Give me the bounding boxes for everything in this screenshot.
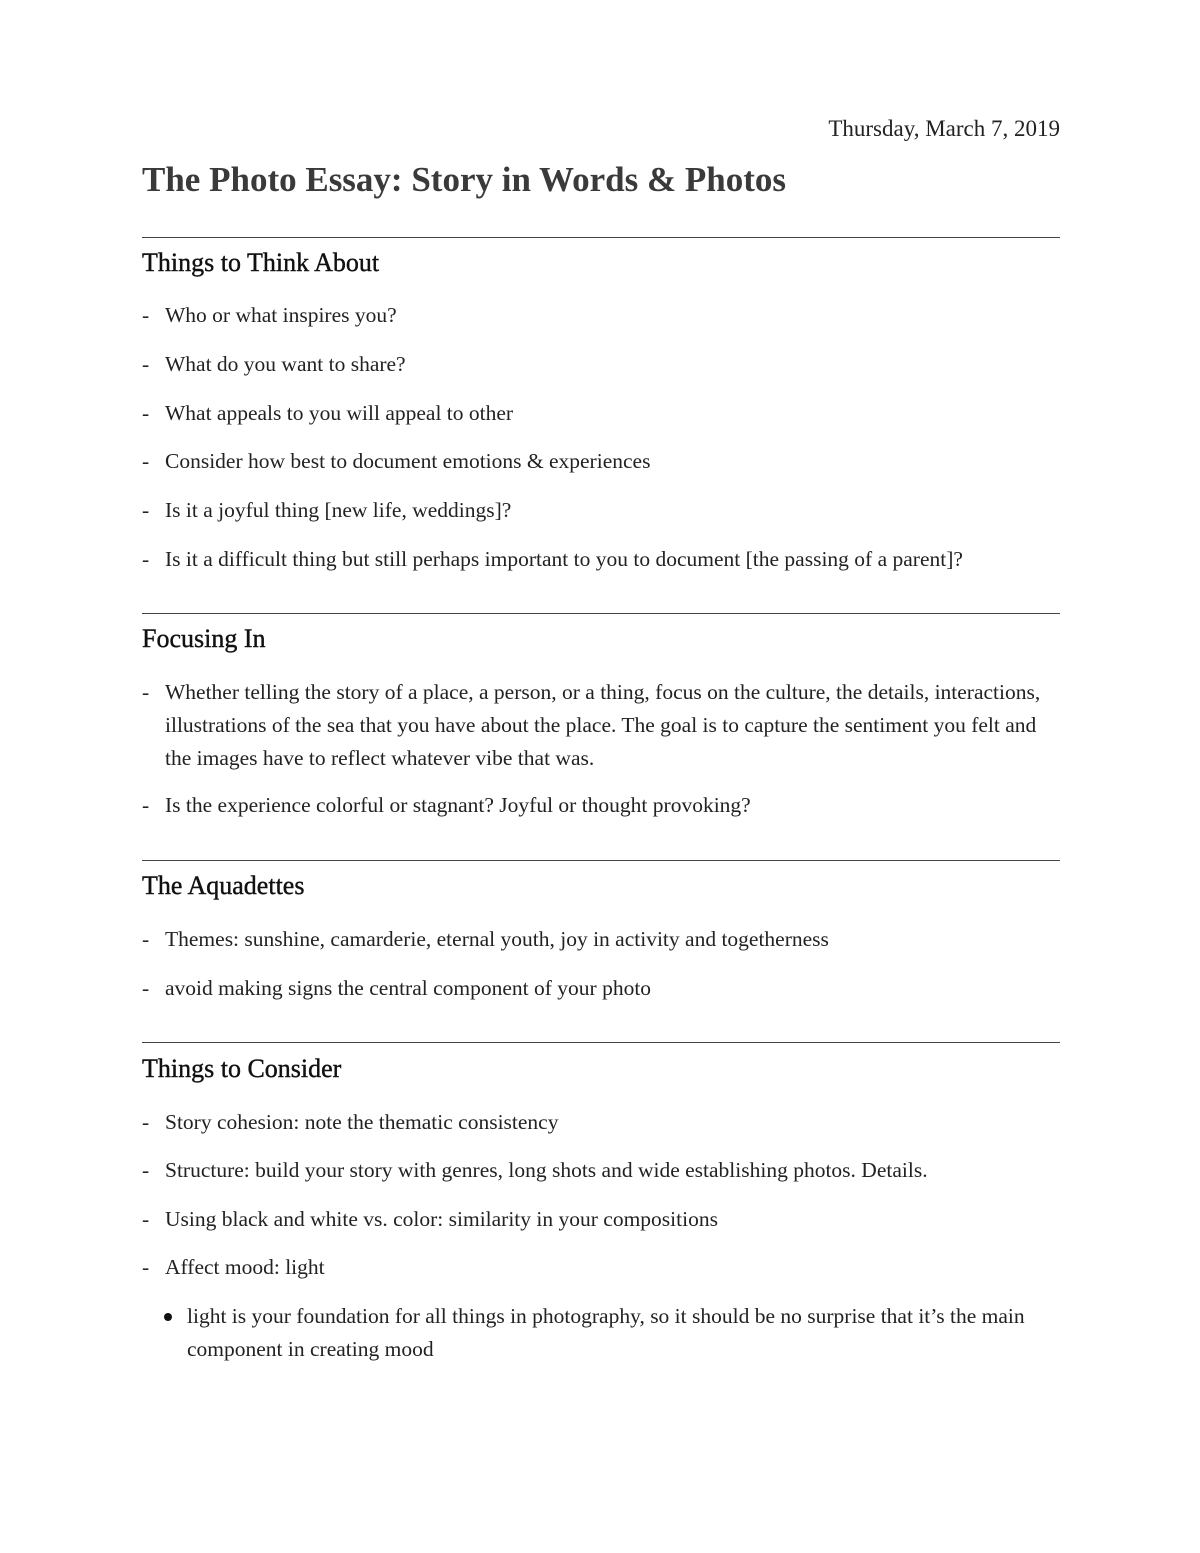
section-heading: Things to Consider [142,1054,342,1083]
dash-bullet: - [142,449,150,473]
list-item-text: What do you want to share? [165,352,406,376]
dash-bullet: - [142,1110,150,1134]
list-item-text: What appeals to you will appeal to other [165,401,514,425]
dash-bullet: - [142,547,150,571]
dash-bullet: - [142,1158,150,1182]
list-item [142,1251,1060,1284]
bullet-dot-icon [164,1313,172,1321]
dash-bullet: - [142,352,150,376]
dash-bullet: - [142,793,150,817]
list-item-text: Is the experience colorful or stagnant? Joyful or thought provoking? [165,793,751,817]
section-heading: Focusing In [142,624,266,653]
list-item [142,1203,1060,1236]
list-item [142,543,1060,576]
list-item-text: Themes: sunshine, camarderie, eternal youth, joy in activity and togetherness [165,927,829,951]
list-item [142,1154,1060,1187]
dash-bullet: - [142,1255,150,1279]
list-item-text: Using black and white vs. color: similarity in your compositions [165,1207,718,1231]
list-item-text: Affect mood: light [165,1255,325,1279]
dash-bullet: - [142,401,150,425]
section-divider [142,1042,1060,1043]
list-item [142,494,1060,527]
dash-bullet: - [142,976,150,1000]
section-divider [142,860,1060,861]
document-date: Thursday, March 7, 2019 [828,116,1060,141]
dash-bullet: - [142,680,150,704]
list-item [142,299,1060,332]
list-item [142,445,1060,478]
dash-bullet: - [142,303,150,327]
list-item-text: Is it a difficult thing but still perhaps important to you to document [the passing of a parent]? [165,547,963,571]
list-item [142,348,1060,381]
section-heading: The Aquadettes [142,871,305,900]
list-item [142,972,1060,1005]
list-item-text: Structure: build your story with genres, long shots and wide establishing photos. Details. [165,1158,928,1182]
list-item-text: Who or what inspires you? [165,303,397,327]
section-heading: Things to Think About [142,248,380,277]
dash-bullet: - [142,927,150,951]
section-divider [142,237,1060,238]
list-item-text: Consider how best to document emotions & experiences [165,449,651,473]
list-item-text: avoid making signs the central component of your photo [165,976,652,1000]
document-title: The Photo Essay: Story in Words & Photos [142,160,787,199]
sub-list-item [164,1300,1060,1366]
list-item [142,789,1060,822]
section-divider [142,613,1060,614]
list-item [142,1106,1060,1139]
list-item-text: Story cohesion: note the thematic consistency [165,1110,559,1134]
list-item [142,676,1060,775]
sub-list-item-text: light is your foundation for all things in photography, so it should be no surprise that it’s the main component in creating mood [187,1304,1025,1361]
list-item [142,923,1060,956]
list-item-text: Is it a joyful thing [new life, weddings]? [165,498,512,522]
dash-bullet: - [142,498,150,522]
list-item [142,397,1060,430]
dash-bullet: - [142,1207,150,1231]
list-item-text: Whether telling the story of a place, a person, or a thing, focus on the culture, the details, interactions, illustrations of the sea that you have about the place. The goal is to capture the sentiment you felt and the images have to reflect whatever vibe that was. [165,680,1041,770]
